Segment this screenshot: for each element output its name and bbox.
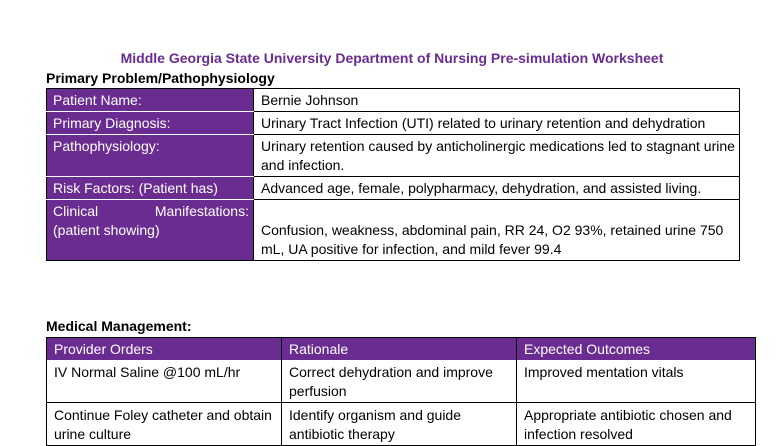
column-header: Rationale [282,338,517,361]
table-row [47,200,740,261]
table-cell: IV Normal Saline @100 mL/hr [47,360,282,403]
row-label [47,200,254,261]
table-row [47,360,756,403]
row-label-part: Clinical [53,203,99,219]
table-cell: Continue Foley catheter and obtain urine culture [47,403,282,446]
column-header: Provider Orders [47,338,282,361]
primary-diagnosis-value: Urinary Tract Infection (UTI) related to urinary retention and dehydration [254,112,740,135]
pathophysiology-value: Urinary retention caused by anticholinergic medications led to stagnant urine and infection. [254,135,740,177]
row-label: Patient Name: [47,89,254,112]
section-label-medical-management: Medical Management: [46,318,192,334]
clinical-manifestations-value: Confusion, weakness, abdominal pain, RR 24, O2 93%, retained urine 750 mL, UA positive for infection, and mild fever 99.4 [254,200,740,261]
risk-factors-value: Advanced age, female, polypharmacy, dehydration, and assisted living. [254,177,740,200]
page-title: Middle Georgia State University Department of Nursing Pre-simulation Worksheet [120,50,664,66]
table-cell: Identify organism and guide antibiotic therapy [282,403,517,446]
patient-name-value: Bernie Johnson [254,89,740,112]
table-cell: Improved mentation vitals [517,360,756,403]
table-cell: Correct dehydration and improve perfusion [282,360,517,403]
table-header-row [47,338,756,361]
row-label-part: Manifestations: [154,203,249,219]
primary-problem-table [46,88,740,261]
table-row [47,177,740,200]
table-cell: Appropriate antibiotic chosen and infection resolved [517,403,756,446]
row-label: Pathophysiology: [47,135,254,177]
row-label-part: (patient showing) [53,222,160,238]
column-header: Expected Outcomes [517,338,756,361]
row-label: Primary Diagnosis: [47,112,254,135]
section-label-primary-problem: Primary Problem/Pathophysiology [46,70,275,86]
table-row [47,89,740,112]
table-row [47,403,756,446]
table-row [47,112,740,135]
row-label: Risk Factors: (Patient has) [47,177,254,200]
medical-management-table [46,337,756,446]
table-row [47,135,740,177]
